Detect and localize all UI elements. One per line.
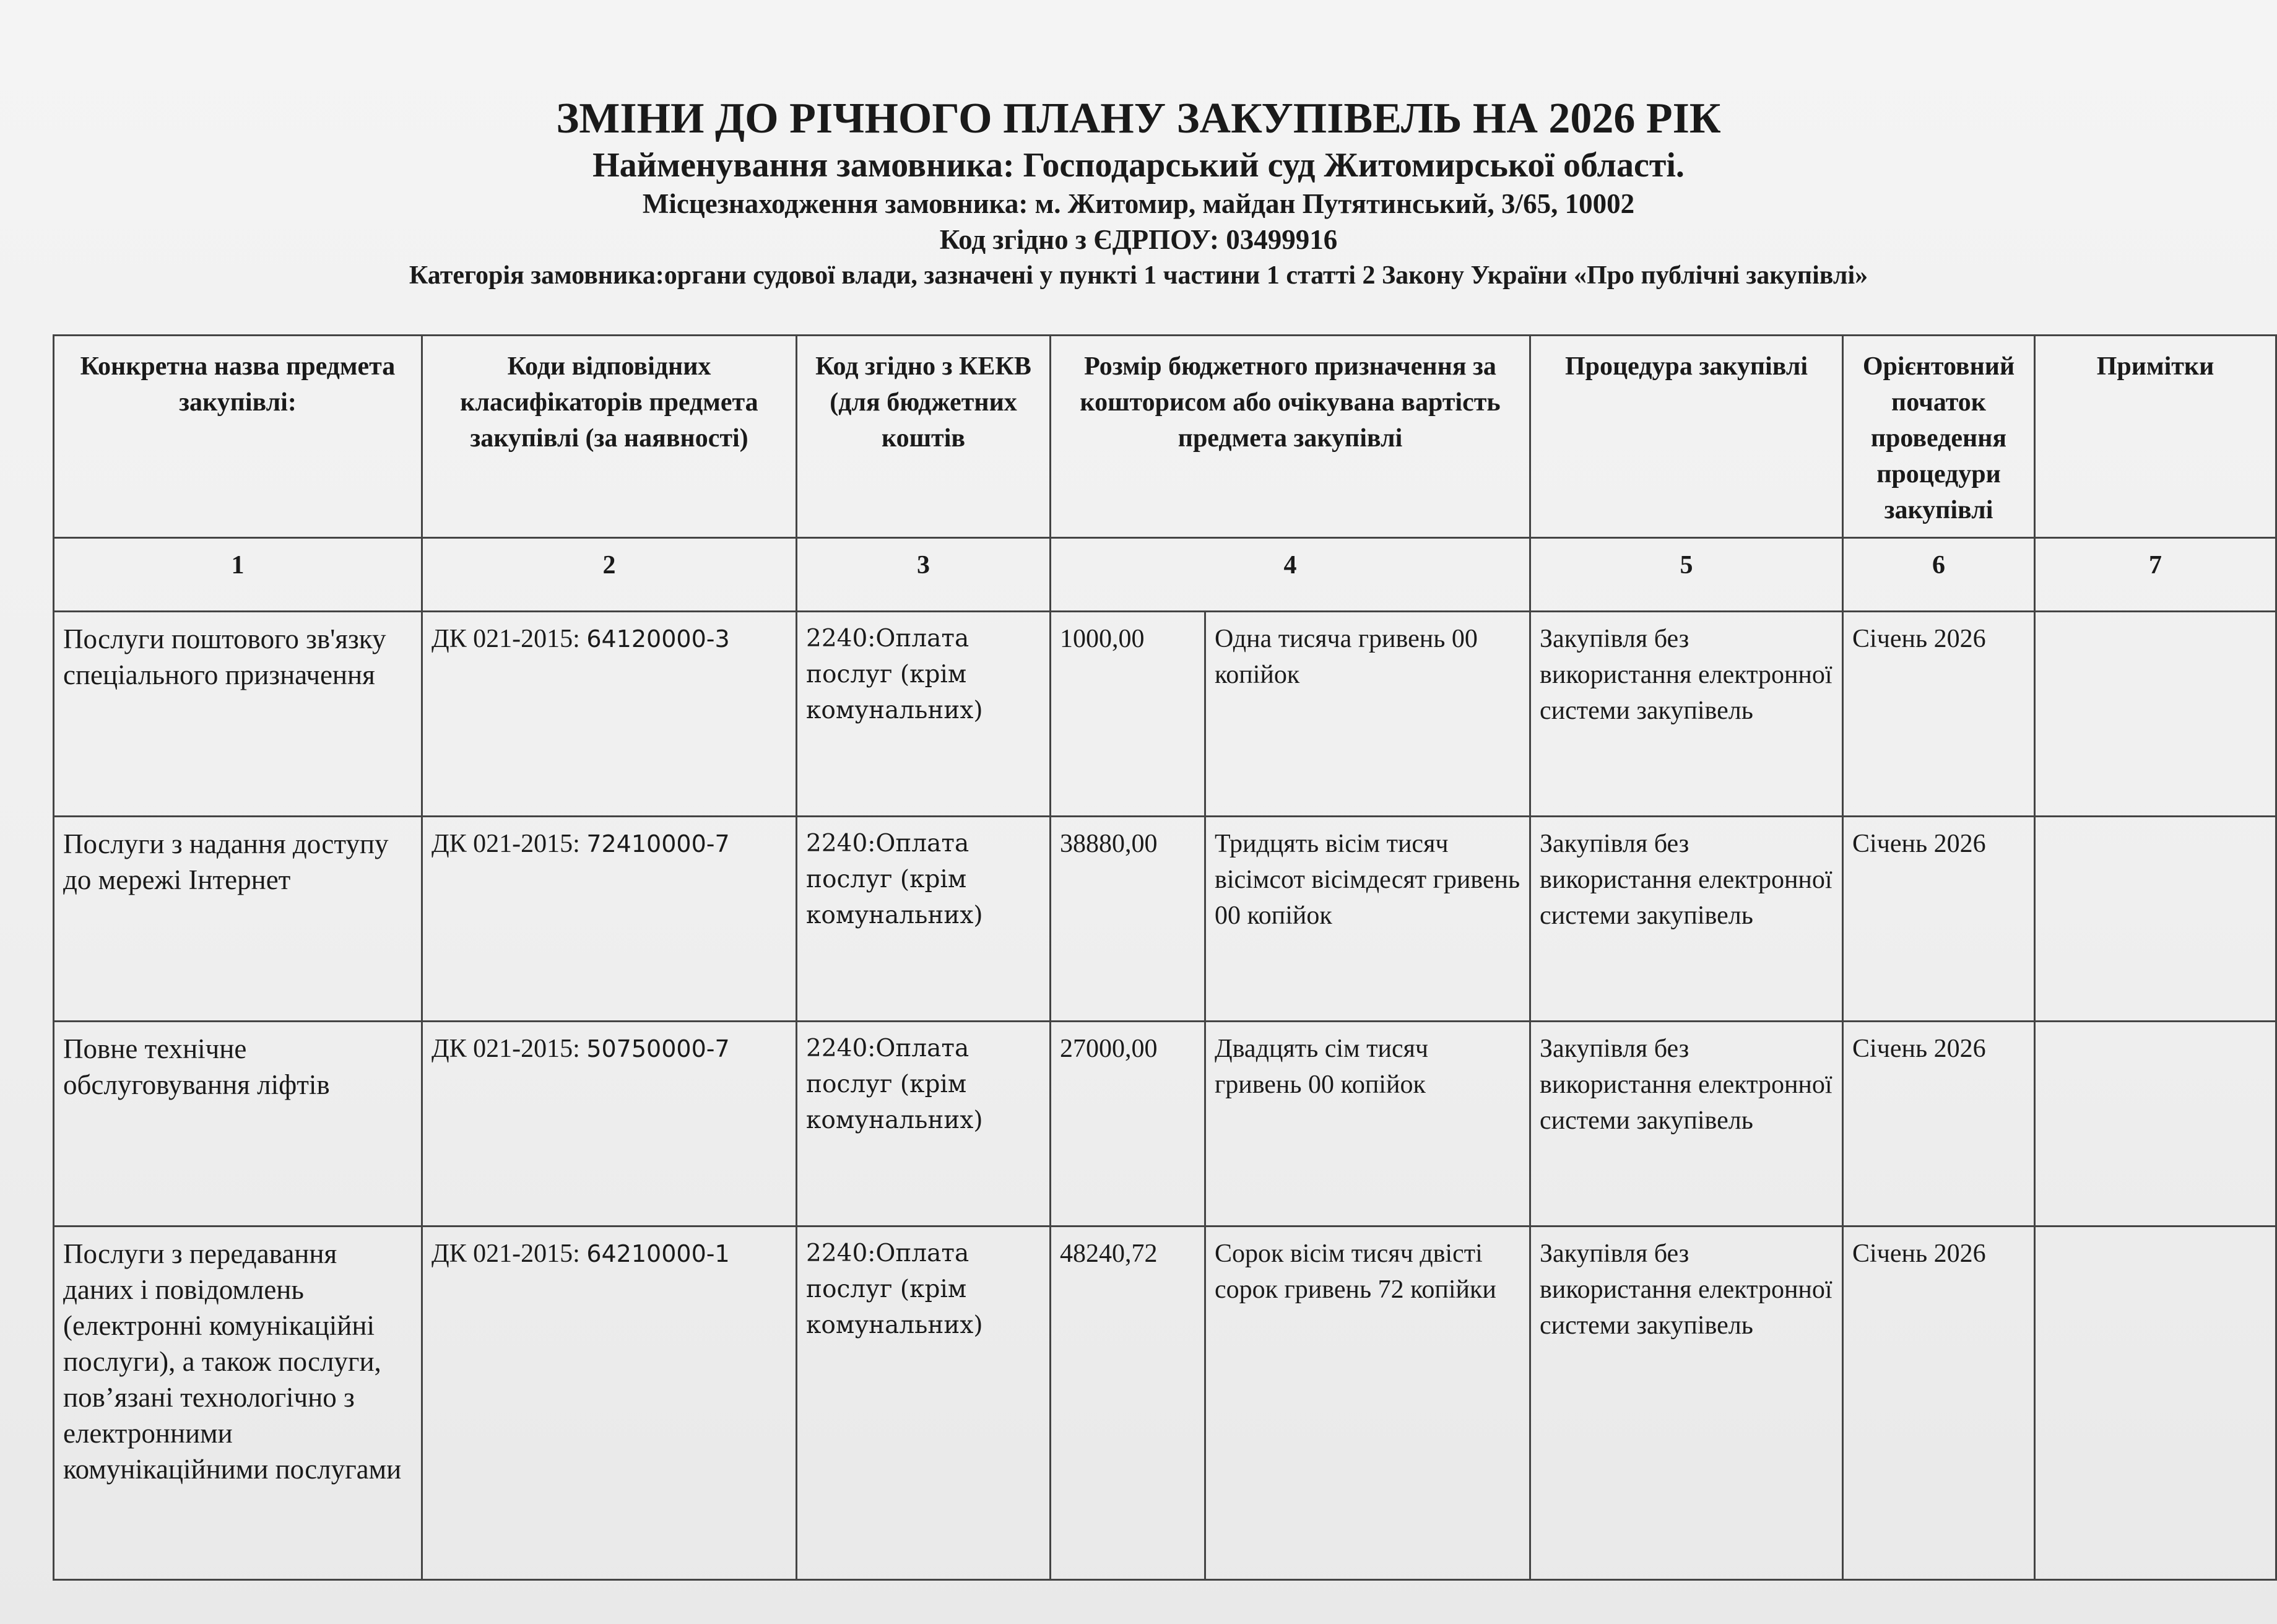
notes [2035,612,2276,817]
procedure-start: Січень 2026 [1843,1022,2035,1227]
procedure-start: Січень 2026 [1843,612,2035,817]
customer-category: Категорія замовника:органи судової влади, зазначені у пункті 1 частини 1 статті 2 Закону України «Про публічні закупівлі» [409,261,1868,290]
amount-in-words: Одна тисяча гривень 00 копійок [1205,612,1530,817]
table-row [54,1227,2276,1580]
kekv-code: 2240:Оплата послуг (крім комунальних) [797,817,1051,1022]
customer-name: Найменування замовника: Господарський суд Житомирської області. [592,146,1685,185]
table-row [54,1022,2276,1227]
table-row [54,817,2276,1022]
amount-value: 48240,72 [1051,1227,1205,1580]
header-classifier-codes: Коди відповідних класифікаторів предмета закупівлі (за наявності) [422,336,797,538]
classifier-number: 72410000-7 [586,830,730,858]
column-number: 2 [422,538,797,612]
procurement-procedure: Закупівля без використання електронної системи закупівель [1530,612,1843,817]
classifier-prefix: ДК 021-2015: [432,830,587,858]
amount-value: 1000,00 [1051,612,1205,817]
classifier-code [422,612,797,817]
procedure-start: Січень 2026 [1843,817,2035,1022]
column-number: 7 [2035,538,2276,612]
classifier-number: 64210000-1 [586,1240,730,1267]
classifier-code [422,1227,797,1580]
item-name: Послуги з надання доступу до мережі Інтернет [54,817,422,1022]
classifier-prefix: ДК 021-2015: [432,625,587,653]
header-kekv-code: Код згідно з КЕКВ (для бюджетних коштів [797,336,1051,538]
column-number: 6 [1843,538,2035,612]
procurement-procedure: Закупівля без використання електронної системи закупівель [1530,817,1843,1022]
classifier-prefix: ДК 021-2015: [432,1240,587,1268]
table-row [54,612,2276,817]
column-number: 3 [797,538,1051,612]
header-item-name: Конкретна назва предмета закупівлі: [54,336,422,538]
amount-in-words: Сорок вісім тисяч двісті сорок гривень 72 копійки [1205,1227,1530,1580]
classifier-number: 64120000-3 [586,625,730,653]
customer-location: Місцезнаходження замовника: м. Житомир, майдан Путятинський, 3/65, 10002 [642,188,1635,219]
item-name: Послуги поштового зв'язку спеціального призначення [54,612,422,817]
item-name: Послуги з передавання даних і повідомлень (електронні комунікаційні послуги), а також послуги, пов’язані технологічно з електронними комунікаційними послугами [54,1227,422,1580]
classifier-code [422,1022,797,1227]
notes [2035,1022,2276,1227]
kekv-code: 2240:Оплата послуг (крім комунальних) [797,612,1051,817]
edrpou-code: Код згідно з ЄДРПОУ: 03499916 [939,224,1338,255]
item-name: Повне технічне обслуговування ліфтів [54,1022,422,1227]
column-number: 1 [54,538,422,612]
procurement-plan-table [53,334,2277,1581]
classifier-code [422,817,797,1022]
kekv-code: 2240:Оплата послуг (крім комунальних) [797,1227,1051,1580]
procurement-procedure: Закупівля без використання електронної системи закупівель [1530,1022,1843,1227]
table-header-row [54,336,2276,538]
amount-in-words: Двадцять сім тисяч гривень 00 копійок [1205,1022,1530,1227]
column-number: 4 [1051,538,1530,612]
notes [2035,1227,2276,1580]
procedure-start: Січень 2026 [1843,1227,2035,1580]
column-number-row [54,538,2276,612]
header-budget-amount: Розмір бюджетного призначення за кошторисом або очікувана вартість предмета закупівлі [1051,336,1530,538]
header-start-date: Орієнтовний початок проведення процедури закупівлі [1843,336,2035,538]
amount-value: 27000,00 [1051,1022,1205,1227]
header-notes: Примітки [2035,336,2276,538]
procurement-procedure: Закупівля без використання електронної системи закупівель [1530,1227,1843,1580]
amount-in-words: Тридцять вісім тисяч вісімсот вісімдесят гривень 00 копійок [1205,817,1530,1022]
notes [2035,817,2276,1022]
document-header [0,93,2277,293]
classifier-number: 50750000-7 [586,1035,730,1062]
classifier-prefix: ДК 021-2015: [432,1035,587,1063]
header-procedure: Процедура закупівлі [1530,336,1843,538]
kekv-code: 2240:Оплата послуг (крім комунальних) [797,1022,1051,1227]
amount-value: 38880,00 [1051,817,1205,1022]
document-title: ЗМІНИ ДО РІЧНОГО ПЛАНУ ЗАКУПІВЕЛЬ НА 2026 РІК [556,95,1721,142]
column-number: 5 [1530,538,1843,612]
